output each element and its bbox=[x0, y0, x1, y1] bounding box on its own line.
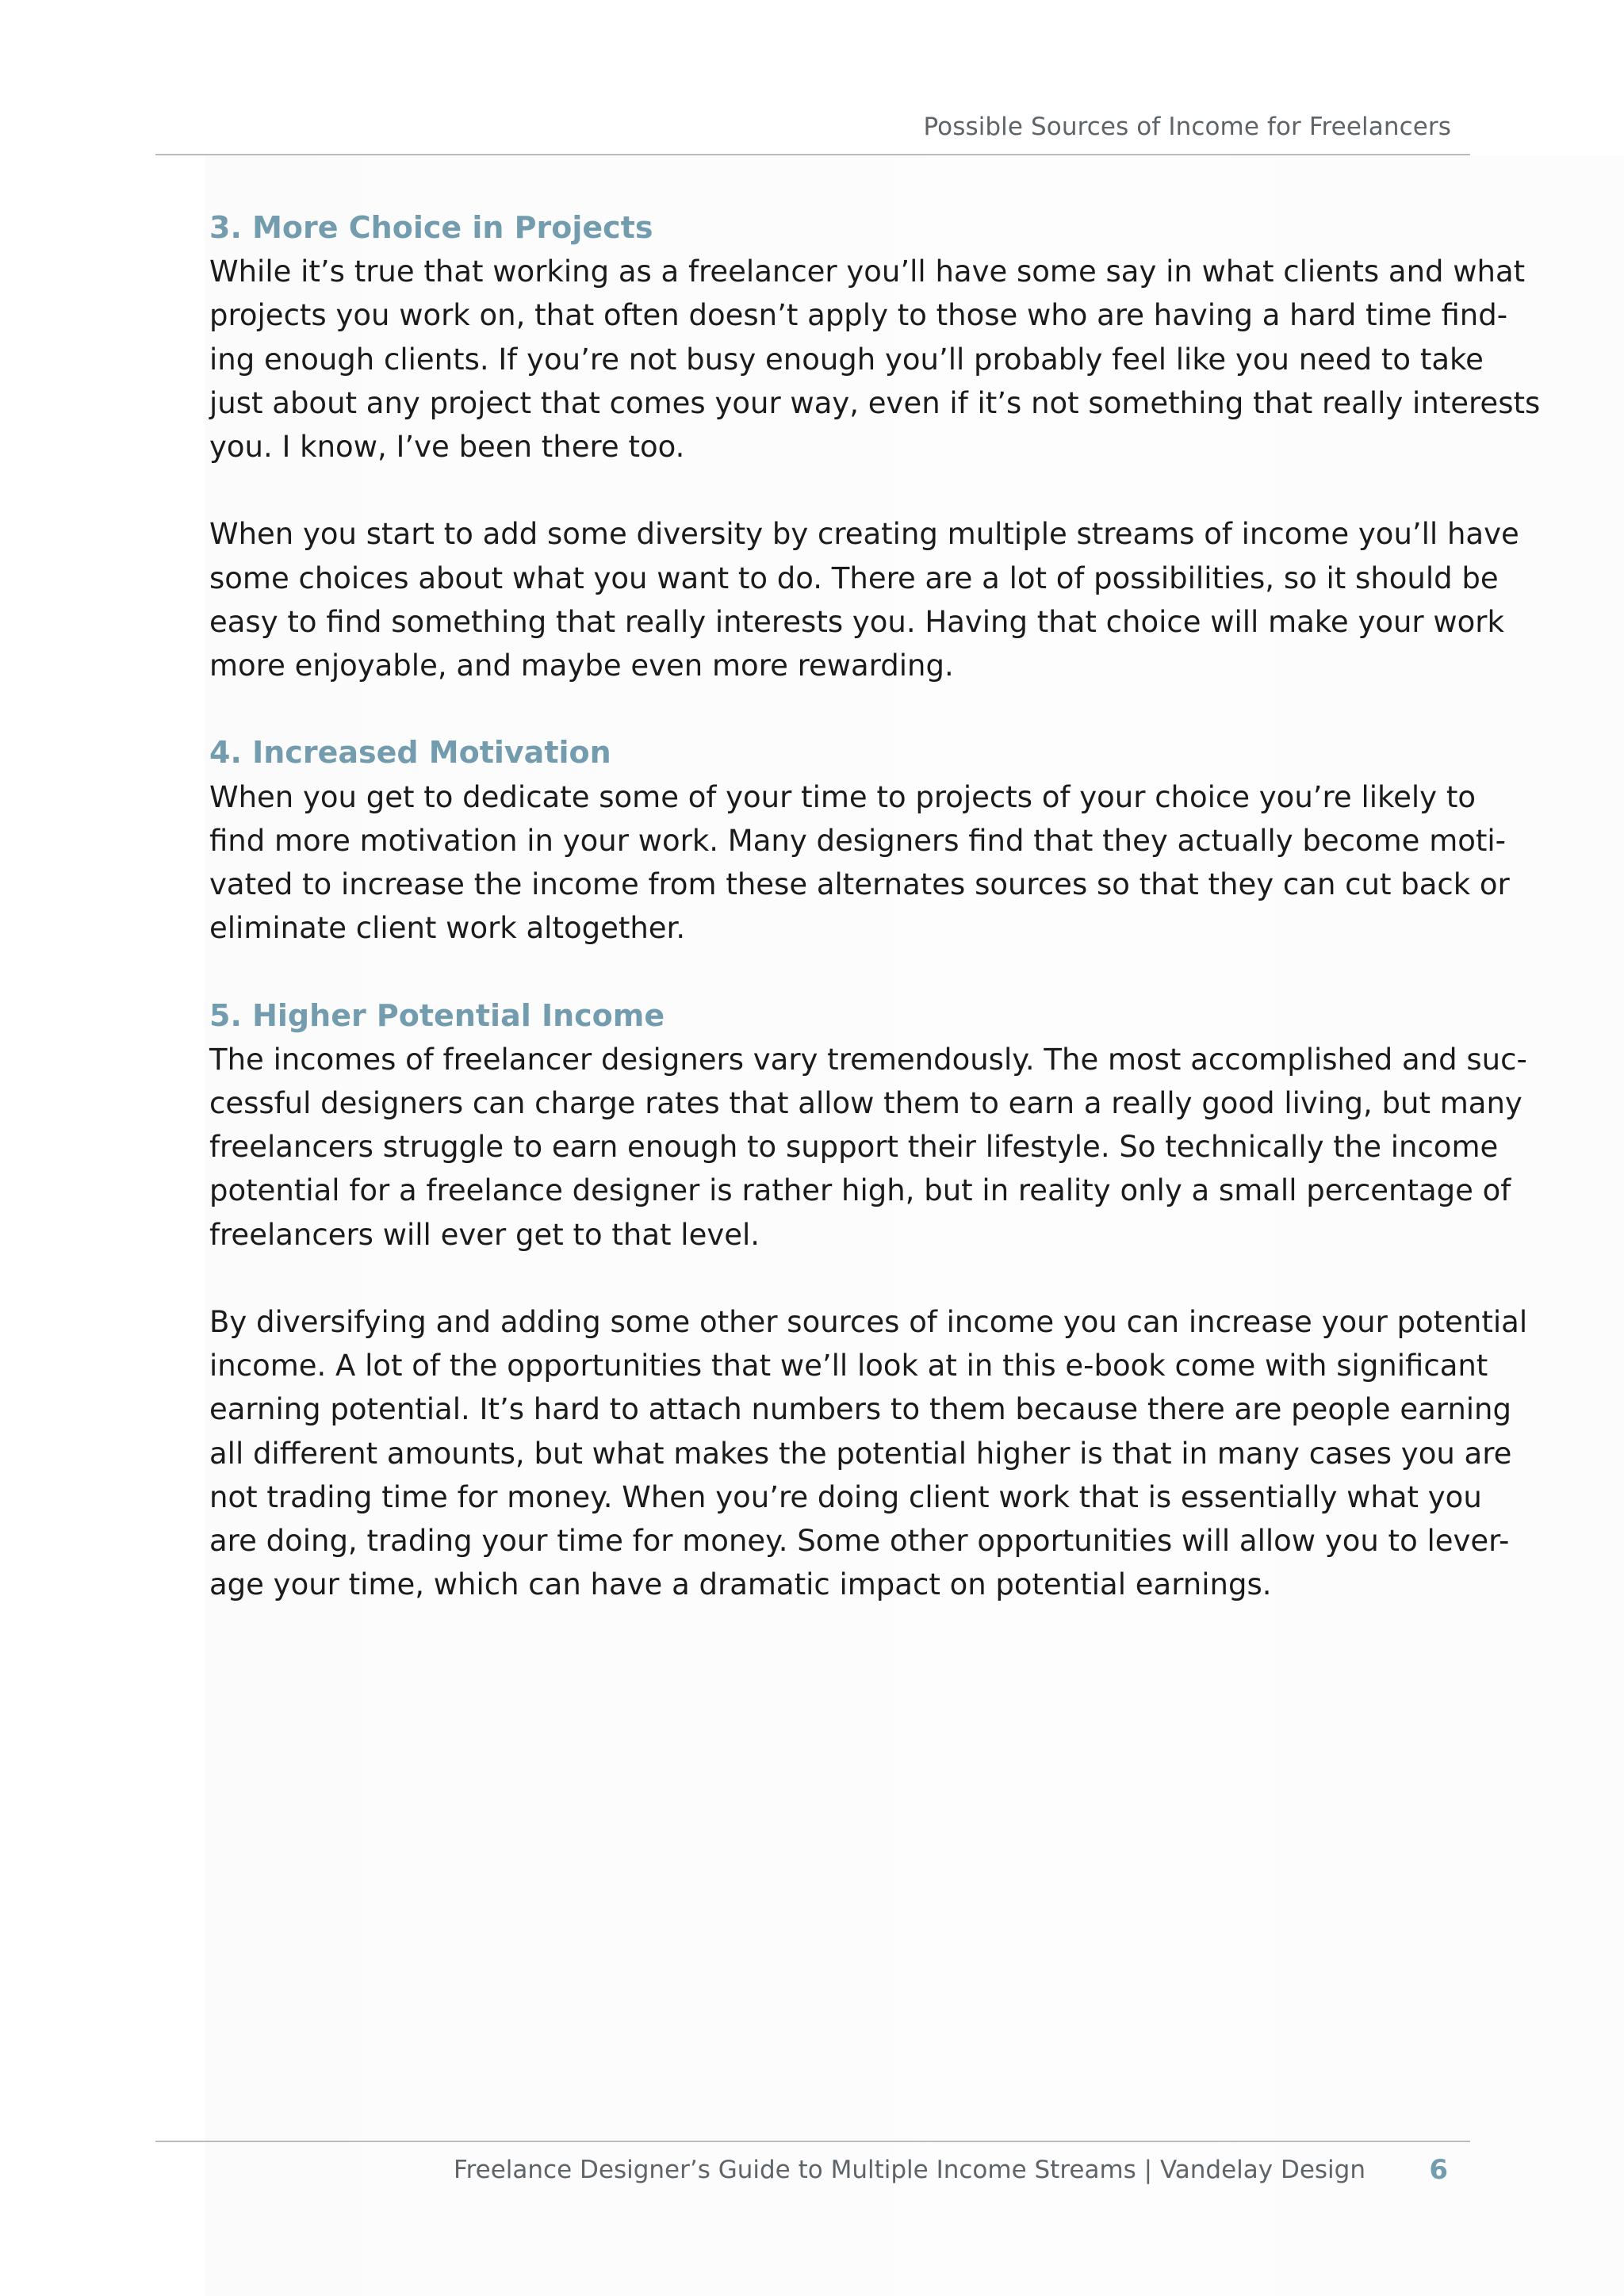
text-line: find more motivation in your work. Many designers find that they actually become moti- bbox=[209, 823, 1507, 858]
text-line: are doing, trading your time for money. Some other opportunities will allow you to lever- bbox=[209, 1524, 1510, 1559]
text-line: more enjoyable, and maybe even more rewarding. bbox=[209, 649, 954, 683]
section-higher-potential-income bbox=[209, 994, 1528, 1607]
text-line: cessful designers can charge rates that allow them to earn a really good living, but many bbox=[209, 1086, 1522, 1121]
text-line: ing enough clients. If you’re not busy enough you’ll probably feel like you need to take bbox=[209, 342, 1484, 377]
text-line: not trading time for money. When you’re doing client work that is essentially what you bbox=[209, 1479, 1482, 1514]
text-line: freelancers struggle to earn enough to support their lifestyle. So technically the income bbox=[209, 1130, 1499, 1165]
section-heading: 4. Increased Motivation bbox=[209, 735, 611, 771]
section-gap bbox=[209, 687, 1431, 731]
text-line: income. A lot of the opportunities that we’ll look at in this e-book come with significant bbox=[209, 1349, 1488, 1383]
text-line: all different amounts, but what makes the potential higher is that in many cases you are bbox=[209, 1436, 1512, 1471]
text-line: When you start to add some diversity by creating multiple streams of income you’ll have bbox=[209, 517, 1519, 552]
page-number: 6 bbox=[1429, 2154, 1448, 2186]
section-more-choice bbox=[209, 206, 1541, 687]
text-line: you. I know, I’ve been there too. bbox=[209, 430, 685, 465]
paragraph-gap bbox=[209, 1257, 1431, 1300]
text-line: freelancers will ever get to that level. bbox=[209, 1217, 760, 1252]
text-line: potential for a freelance designer is rather high, but in reality only a small percentage of bbox=[209, 1173, 1511, 1208]
section-heading: 3. More Choice in Projects bbox=[209, 210, 653, 245]
text-line: easy to find something that really interests you. Having that choice will make your work bbox=[209, 604, 1504, 639]
text-line: earning potential. It’s hard to attach numbers to them because there are people earning bbox=[209, 1392, 1511, 1427]
section-gap bbox=[209, 950, 1431, 993]
footer-rule bbox=[155, 2141, 1470, 2142]
text-line: When you get to dedicate some of your time to projects of your choice you’re likely to bbox=[209, 779, 1476, 814]
text-line: just about any project that comes your way, even if it’s not something that really interests bbox=[209, 385, 1541, 420]
section-increased-motivation bbox=[209, 731, 1510, 950]
header-rule bbox=[155, 154, 1470, 155]
text-line: While it’s true that working as a freelancer you’ll have some say in what clients and what bbox=[209, 254, 1526, 289]
text-line: The incomes of freelancer designers vary tremendously. The most accomplished and suc- bbox=[209, 1042, 1527, 1077]
section-heading: 5. Higher Potential Income bbox=[209, 997, 665, 1033]
footer-book-title: Freelance Designer’s Guide to Multiple Income Streams | Vandelay Design bbox=[454, 2156, 1365, 2184]
text-line: projects you work on, that often doesn’t apply to those who are having a hard time find- bbox=[209, 298, 1508, 333]
paragraph-gap bbox=[209, 469, 1431, 512]
running-header: Possible Sources of Income for Freelancers bbox=[923, 113, 1451, 141]
paragraph bbox=[209, 1300, 1528, 1606]
text-line: age your time, which can have a dramatic impact on potential earnings. bbox=[209, 1567, 1272, 1602]
text-line: By diversifying and adding some other sources of income you can increase your potential bbox=[209, 1305, 1528, 1340]
text-line: vated to increase the income from these alternates sources so that they can cut back or bbox=[209, 867, 1510, 902]
paragraph bbox=[209, 775, 1510, 951]
paragraph bbox=[209, 250, 1541, 469]
page-footer bbox=[155, 2152, 1470, 2187]
text-line: eliminate client work altogether. bbox=[209, 911, 686, 946]
paragraph bbox=[209, 1038, 1527, 1257]
paragraph bbox=[209, 512, 1519, 687]
text-line: some choices about what you want to do. There are a lot of possibilities, so it should be bbox=[209, 561, 1499, 595]
page-content bbox=[209, 206, 1541, 1606]
